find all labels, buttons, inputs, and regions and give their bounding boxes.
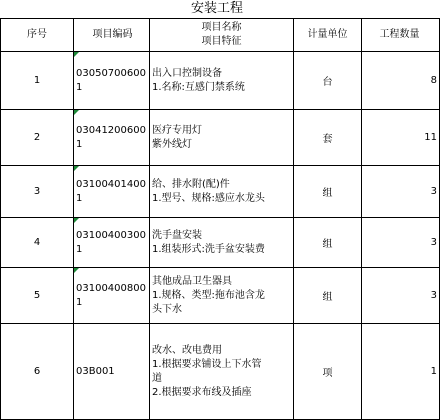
name-line: 出入口控制设备 — [152, 67, 222, 79]
comment-marker-icon — [74, 268, 79, 273]
header-seq[interactable]: 序号 — [1, 19, 74, 52]
cell-name[interactable] — [150, 324, 294, 420]
table-row — [1, 324, 440, 420]
table-row — [1, 52, 440, 110]
code-line1: 03100400300 — [76, 229, 146, 241]
code-line1: 03041200600 — [76, 124, 146, 136]
cell-unit[interactable]: 组 — [294, 218, 362, 268]
cell-seq[interactable]: 6 — [1, 324, 74, 420]
name-line: 洗手盘安装 — [152, 229, 202, 241]
cell-name[interactable] — [150, 268, 294, 324]
name-line: 头下水 — [152, 303, 182, 315]
cell-name[interactable] — [150, 110, 294, 166]
code-line1: 03050700600 — [76, 67, 146, 79]
name-line: 医疗专用灯 — [152, 124, 202, 136]
cell-unit[interactable]: 组 — [294, 166, 362, 218]
code-line2: 1 — [76, 81, 83, 93]
header-qty[interactable]: 工程数量 — [362, 19, 440, 52]
name-line: 1.型号、规格:感应水龙头 — [152, 192, 265, 204]
comment-marker-icon — [74, 166, 79, 171]
cell-seq[interactable]: 4 — [1, 218, 74, 268]
cell-seq[interactable]: 5 — [1, 268, 74, 324]
cell-qty[interactable]: 3 — [362, 166, 440, 218]
name-line: 改水、改电费用 — [152, 344, 222, 356]
header-code[interactable]: 项目编码 — [74, 19, 150, 52]
table-row — [1, 218, 440, 268]
cell-seq[interactable]: 3 — [1, 166, 74, 218]
comment-marker-icon — [74, 110, 79, 115]
name-line: 1.根据要求铺设上下水管 — [152, 358, 262, 370]
cell-qty[interactable]: 8 — [362, 52, 440, 110]
cell-qty[interactable]: 3 — [362, 218, 440, 268]
name-line: 紫外线灯 — [152, 138, 192, 150]
code-line1: 03100400800 — [76, 282, 146, 294]
sheet-title: 安装工程 — [190, 1, 243, 16]
cell-code[interactable] — [74, 52, 150, 110]
code-line1: 03B001 — [76, 365, 115, 377]
header-row — [1, 19, 440, 52]
cell-name[interactable] — [150, 52, 294, 110]
table-row — [1, 110, 440, 166]
cell-unit[interactable]: 套 — [294, 110, 362, 166]
comment-marker-icon — [74, 218, 79, 223]
table-row — [1, 166, 440, 218]
name-line: 1.规格、类型:拖布池含龙 — [152, 289, 265, 301]
header-name-line2: 项目特征 — [201, 36, 242, 47]
code-line2: 1 — [76, 138, 83, 150]
cell-code[interactable] — [74, 166, 150, 218]
cell-name[interactable] — [150, 218, 294, 268]
name-line: 1.组装形式:洗手盆安装费 — [152, 243, 265, 255]
name-line: 1.名称:互感门禁系统 — [152, 81, 245, 93]
cell-unit[interactable]: 台 — [294, 52, 362, 110]
bill-of-quantities-table — [0, 18, 440, 420]
header-name-line1: 项目名称 — [201, 22, 242, 33]
cell-qty[interactable]: 3 — [362, 268, 440, 324]
code-line2: 1 — [76, 192, 83, 204]
name-line: 2.根据要求布线及插座 — [152, 386, 252, 398]
cell-qty[interactable]: 1 — [362, 324, 440, 420]
cell-unit[interactable]: 项 — [294, 324, 362, 420]
header-unit[interactable]: 计量单位 — [294, 19, 362, 52]
name-line: 道 — [152, 372, 162, 384]
table-row — [1, 268, 440, 324]
cell-code[interactable] — [74, 268, 150, 324]
cell-code[interactable] — [74, 324, 150, 420]
code-line2: 1 — [76, 243, 83, 255]
comment-marker-icon — [74, 52, 79, 57]
name-line: 其他成品卫生器具 — [152, 275, 232, 287]
header-name[interactable] — [150, 19, 294, 52]
code-line1: 03100401400 — [76, 178, 146, 190]
cell-unit[interactable]: 组 — [294, 268, 362, 324]
cell-seq[interactable]: 2 — [1, 110, 74, 166]
cell-code[interactable] — [74, 110, 150, 166]
cell-name[interactable] — [150, 166, 294, 218]
cell-qty[interactable]: 11 — [362, 110, 440, 166]
cell-code[interactable] — [74, 218, 150, 268]
cell-seq[interactable]: 1 — [1, 52, 74, 110]
name-line: 给、排水附(配)件 — [152, 178, 230, 190]
code-line2: 1 — [76, 296, 83, 308]
